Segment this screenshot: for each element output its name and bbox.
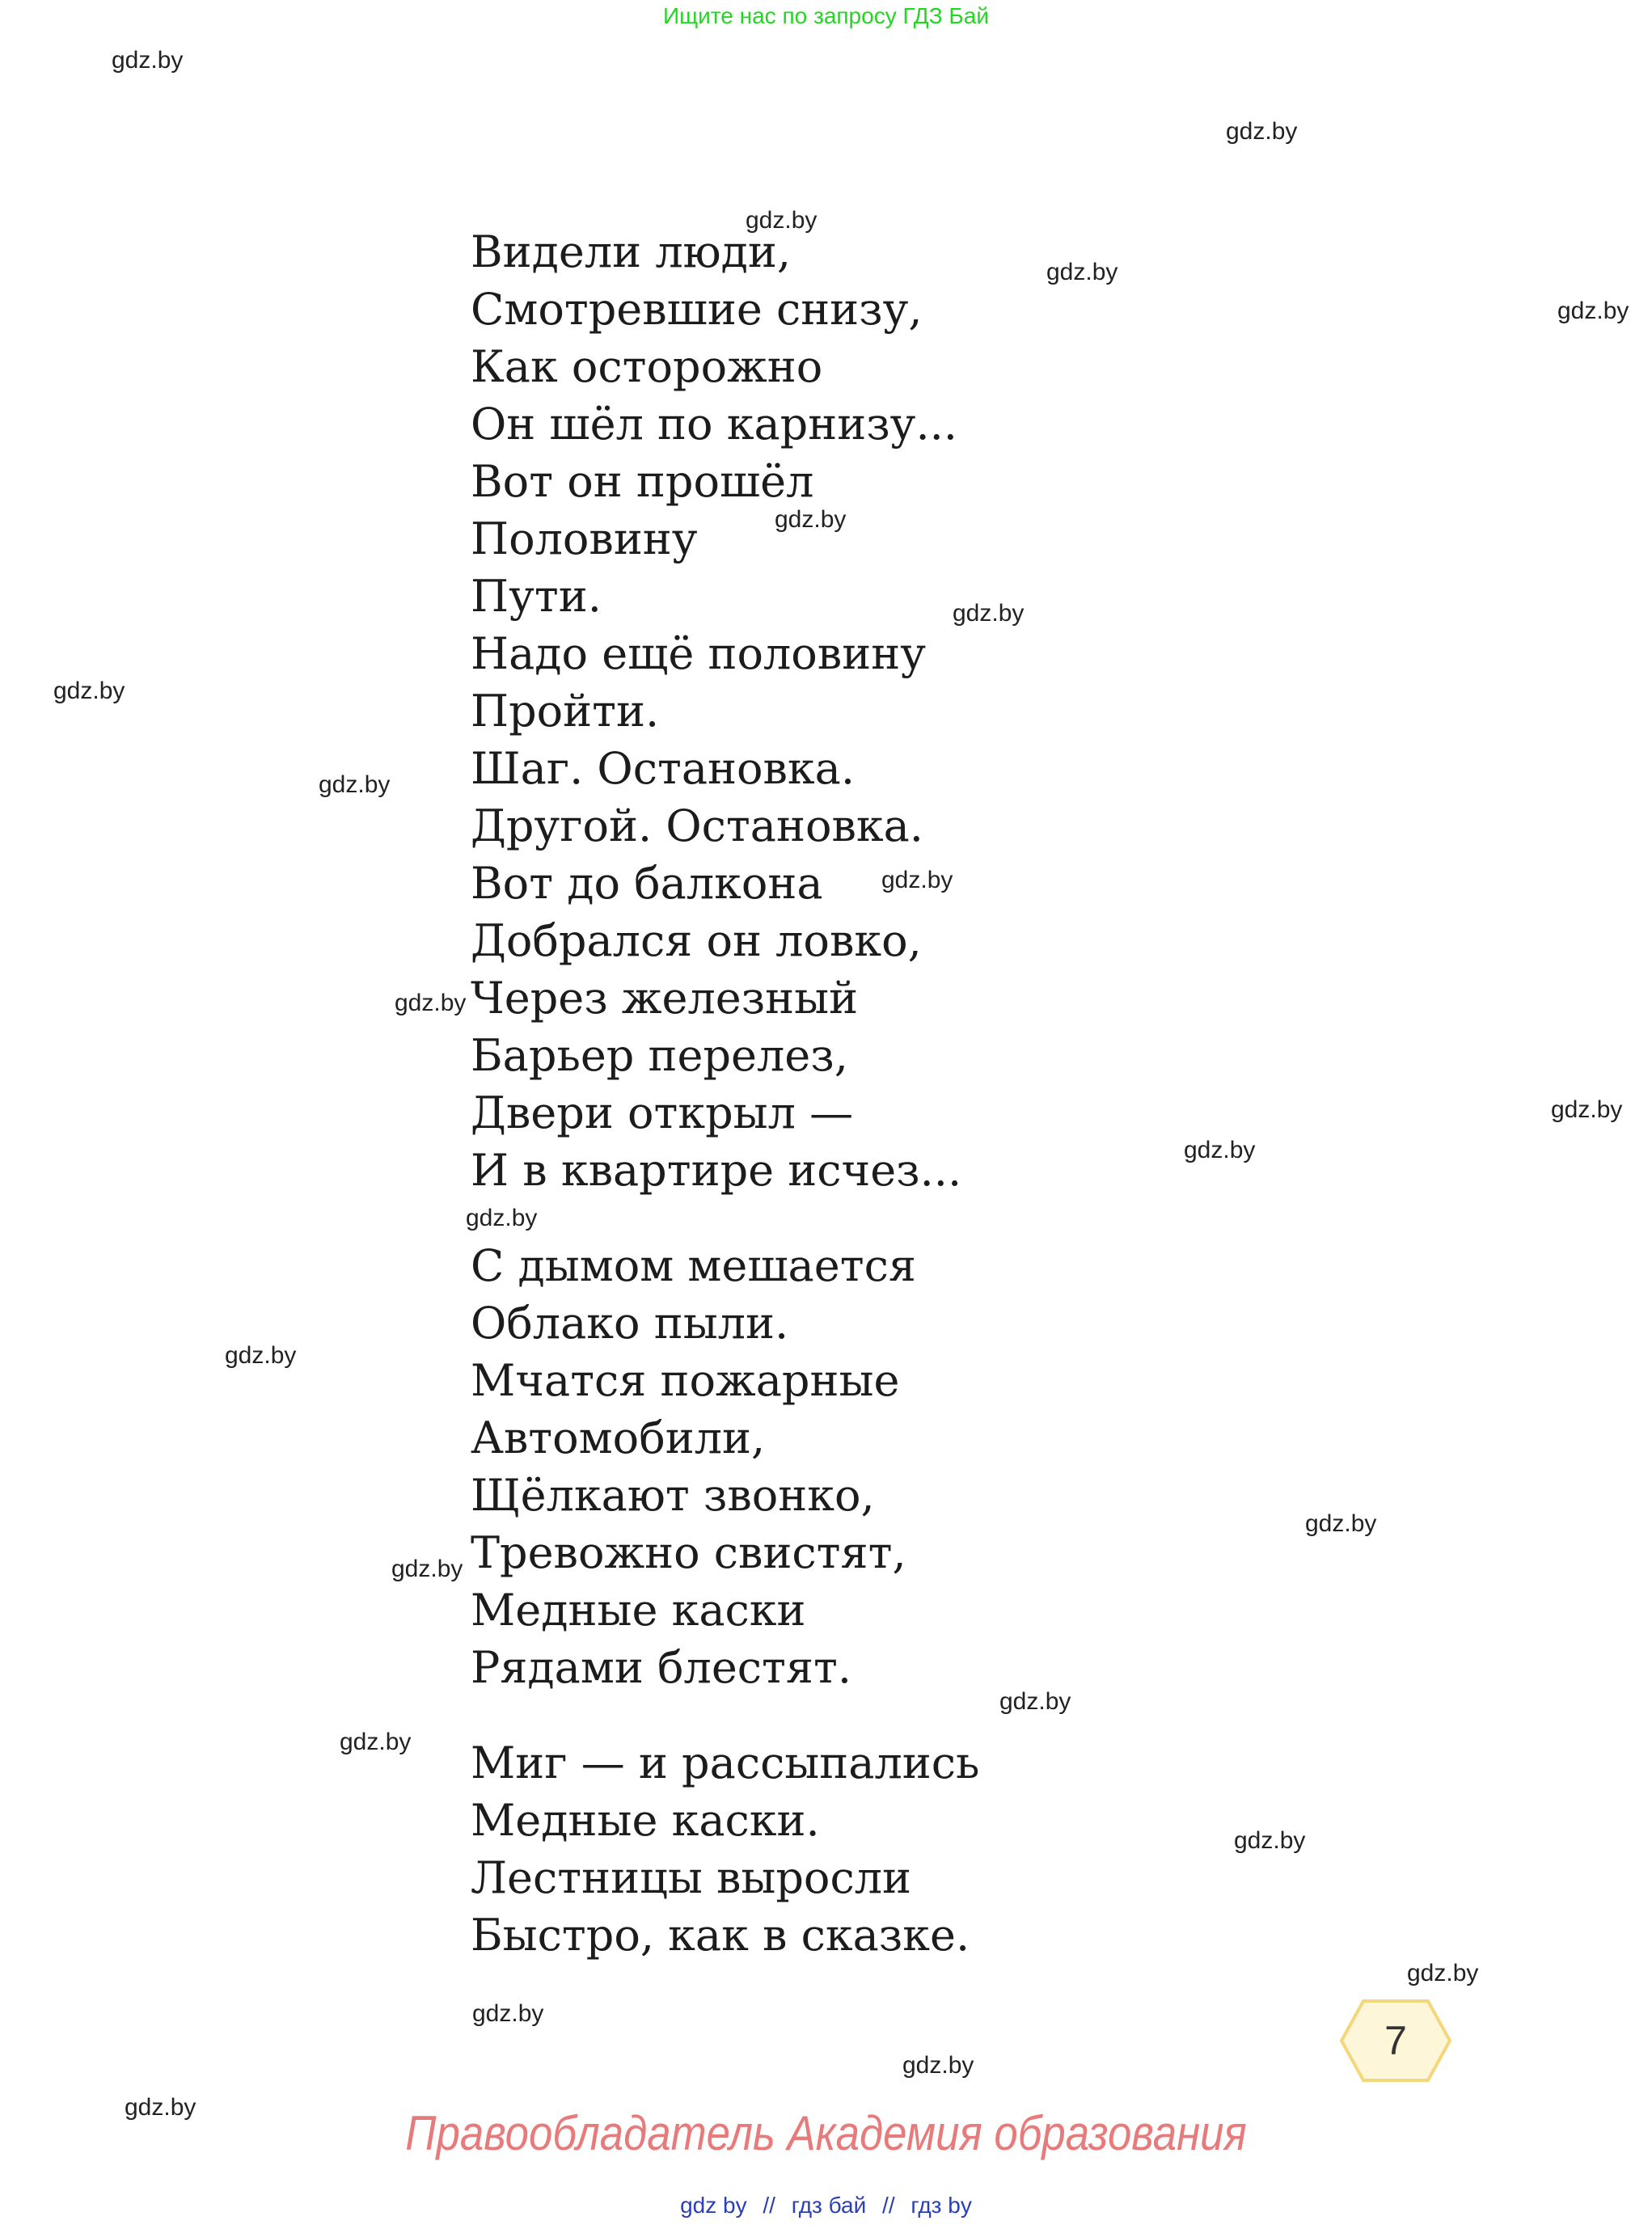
watermark: gdz.by xyxy=(1046,259,1118,285)
poem-line: Шаг. Остановка. xyxy=(471,743,856,794)
copyright-notice: Правообладатель Академия образования xyxy=(405,2106,1247,2160)
poem-line: Щёлкают звонко, xyxy=(471,1470,875,1521)
page-number: 7 xyxy=(1384,2018,1407,2063)
page-number-badge xyxy=(1339,1999,1452,2083)
watermark: gdz.by xyxy=(1234,1827,1306,1854)
poem-line: С дымом мешается xyxy=(471,1240,916,1291)
poem-line: Тревожно свистят, xyxy=(471,1527,906,1578)
watermark: gdz.by xyxy=(1305,1510,1377,1537)
watermark: gdz.by xyxy=(319,771,391,798)
watermark: gdz.by xyxy=(953,600,1025,627)
watermark: gdz.by xyxy=(340,1729,412,1755)
poem-line: Видели люди, xyxy=(471,226,792,277)
poem-line: Смотревшие снизу, xyxy=(471,284,923,335)
poem-line: И в квартире исчез... xyxy=(471,1145,962,1196)
watermark: gdz.by xyxy=(395,990,467,1016)
poem-line: Барьер перелез, xyxy=(471,1030,848,1081)
poem-line: Как осторожно xyxy=(471,341,823,392)
poem-line: Другой. Остановка. xyxy=(471,800,923,851)
poem-line: Пройти. xyxy=(471,686,660,737)
poem-line: Через железный xyxy=(471,973,859,1024)
watermark: gdz.by xyxy=(1226,118,1298,145)
poem-line: Автомобили, xyxy=(471,1412,766,1463)
poem-line: Вот он прошёл xyxy=(471,456,814,507)
poem-line: Медные каски. xyxy=(471,1795,820,1846)
watermark: gdz.by xyxy=(125,2094,196,2121)
watermark: gdz.by xyxy=(225,1342,297,1369)
footer-link-gdz-by[interactable]: gdz by xyxy=(680,2193,747,2218)
watermark: gdz.by xyxy=(1551,1096,1623,1123)
footer-link-gdz-bai[interactable]: гдз бай xyxy=(791,2193,867,2218)
poem-line: Надо ещё половину xyxy=(471,628,926,679)
watermark: gdz.by xyxy=(391,1556,463,1582)
watermark: gdz.by xyxy=(53,678,125,704)
poem-line: Половину xyxy=(471,513,698,564)
poem-line: Быстро, как в сказке. xyxy=(471,1910,970,1961)
poem-line: Добрался он ловко, xyxy=(471,915,922,966)
search-banner: Ищите нас по запросу ГДЗ Бай xyxy=(662,3,990,28)
watermark: gdz.by xyxy=(466,1205,538,1231)
watermark: gdz.by xyxy=(999,1688,1071,1715)
watermark: gdz.by xyxy=(881,867,953,893)
footer-link-gdz-by-ru[interactable]: гдз by xyxy=(911,2193,972,2218)
footer-links xyxy=(0,2193,1652,2219)
stanza-2 xyxy=(471,1237,979,1696)
watermark: gdz.by xyxy=(775,506,847,533)
poem-line: Рядами блестят. xyxy=(471,1642,851,1693)
watermark: gdz.by xyxy=(746,207,818,234)
stanza-3 xyxy=(471,1734,979,1964)
watermark: gdz.by xyxy=(1407,1960,1479,1986)
poem xyxy=(471,223,979,1964)
watermark: gdz.by xyxy=(902,2052,974,2079)
footer-separator: // xyxy=(763,2193,775,2218)
watermark: gdz.by xyxy=(1184,1137,1256,1163)
poem-line: Он шёл по карнизу... xyxy=(471,399,957,450)
poem-line: Вот до балкона xyxy=(471,858,823,909)
watermark: gdz.by xyxy=(472,2000,544,2027)
poem-line: Двери открыл — xyxy=(471,1087,854,1138)
poem-line: Пути. xyxy=(471,571,602,622)
poem-line: Облако пыли. xyxy=(471,1298,789,1349)
poem-line: Медные каски xyxy=(471,1585,806,1636)
watermark: gdz.by xyxy=(1557,298,1629,324)
poem-line: Мчатся пожарные xyxy=(471,1355,900,1406)
footer-separator: // xyxy=(882,2193,895,2218)
stanza-1 xyxy=(471,223,979,1199)
watermark: gdz.by xyxy=(112,47,184,74)
poem-line: Лестницы выросли xyxy=(471,1852,911,1903)
poem-line: Миг — и рассыпались xyxy=(471,1737,980,1788)
